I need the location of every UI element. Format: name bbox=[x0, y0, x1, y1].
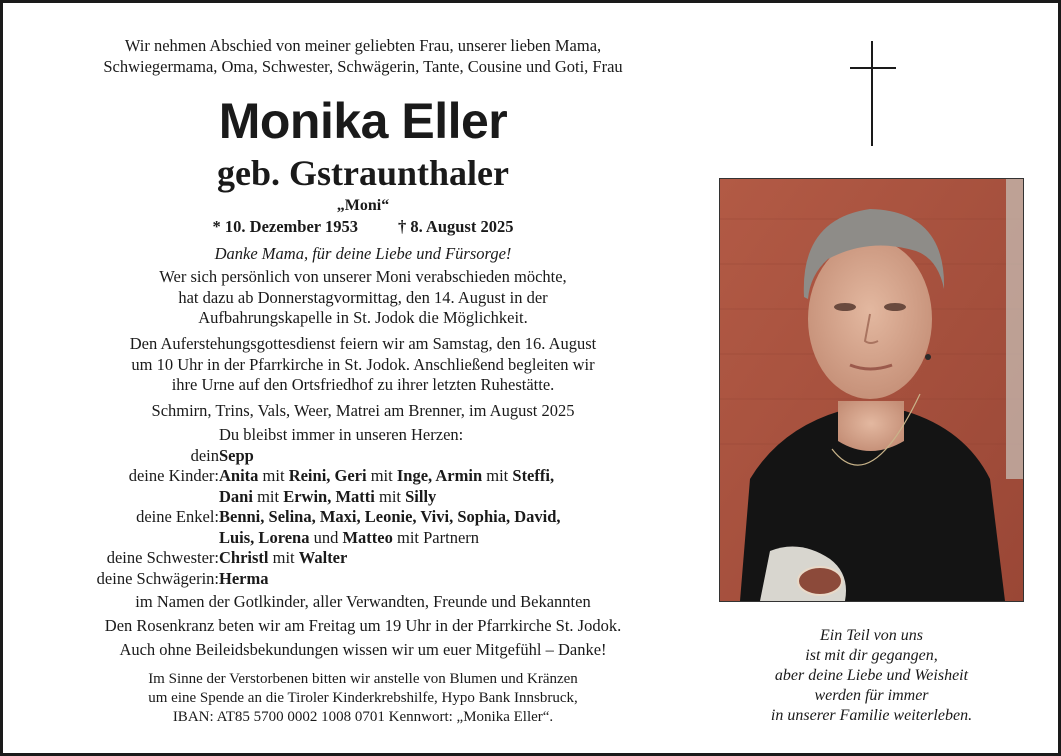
neck bbox=[838, 401, 904, 451]
family-members bbox=[219, 548, 347, 569]
family-member-name: Inge, Armin bbox=[396, 466, 483, 485]
family-heading: Du bleibst immer in unseren Herzen: bbox=[219, 425, 464, 444]
farewell-line: Wer sich persönlich von unserer Moni verabschieden möchte, bbox=[159, 267, 567, 286]
deceased-name: Monika Eller bbox=[218, 93, 508, 149]
family-relation-label: deine Schwester: bbox=[106, 548, 219, 567]
family-members bbox=[219, 528, 479, 549]
family-member-name: Luis, Lorena bbox=[219, 527, 310, 547]
family-row bbox=[43, 446, 683, 467]
family-member-name: Steffi, bbox=[512, 466, 555, 485]
birth-name: geb. Gstraunthaler bbox=[217, 153, 509, 193]
poem-line: Ein Teil von uns bbox=[820, 627, 923, 644]
funeral-line: ihre Urne auf den Ortsfriedhof zu ihrer letzten Ruhestätte. bbox=[171, 375, 555, 394]
donation-line: IBAN: AT85 5700 0002 1008 0701 Kennwort: „Monika Eller“. bbox=[172, 709, 554, 725]
family-members bbox=[219, 487, 436, 508]
donation-note bbox=[43, 670, 683, 727]
family-connector: mit bbox=[374, 486, 406, 506]
family-member-name: Matteo bbox=[342, 527, 393, 547]
birth-date: * 10. Dezember 1953 bbox=[212, 217, 358, 236]
family-members bbox=[219, 466, 554, 487]
family-member-name: Dani bbox=[219, 486, 253, 506]
place-and-date: Schmirn, Trins, Vals, Weer, Matrei am Brenner, im August 2025 bbox=[151, 401, 575, 420]
funeral-line: Den Auferstehungsgottesdienst feiern wir am Samstag, den 16. August bbox=[129, 334, 597, 353]
family-member-name: Anita bbox=[219, 466, 259, 485]
life-dates bbox=[43, 216, 683, 237]
family-relation-label: deine Enkel: bbox=[136, 507, 219, 526]
intro-line: Wir nehmen Abschied von meiner geliebten Frau, unserer lieben Mama, bbox=[124, 36, 602, 55]
family-row bbox=[43, 507, 683, 528]
family-member-name: Benni, Selina, Maxi, Leonie, Vivi, Sophia, David, bbox=[219, 507, 561, 526]
poem-line: ist mit dir gegangen, bbox=[805, 647, 938, 664]
poem-line: in unserer Familie weiterleben. bbox=[770, 707, 973, 724]
family-row bbox=[43, 569, 683, 590]
family-row bbox=[43, 487, 683, 508]
earring bbox=[925, 354, 931, 360]
poem bbox=[720, 626, 1023, 726]
family-connector: mit bbox=[252, 486, 284, 506]
portrait-photo bbox=[719, 178, 1024, 602]
nickname: „Moni“ bbox=[336, 197, 390, 214]
family-connector: mit bbox=[366, 466, 397, 485]
family-rows bbox=[43, 446, 683, 590]
portrait-illustration bbox=[720, 179, 1023, 601]
family-member-name: Erwin, Matti bbox=[283, 486, 375, 506]
family-member-name: Reini, Geri bbox=[288, 466, 367, 485]
family-member-name: Silly bbox=[405, 486, 437, 506]
funeral-paragraph bbox=[43, 334, 683, 396]
scarf-pattern bbox=[798, 567, 842, 595]
family-members bbox=[219, 446, 254, 467]
family-connector: und bbox=[309, 527, 343, 547]
family-connector: mit bbox=[268, 548, 299, 567]
farewell-line: hat dazu ab Donnerstagvormittag, den 14. August in der bbox=[178, 287, 548, 307]
intro-line: Schwiegermama, Oma, Schwester, Schwägerin, Tante, Cousine und Goti, Frau bbox=[103, 57, 623, 76]
thanks-line: Danke Mama, für deine Liebe und Fürsorge! bbox=[214, 244, 512, 263]
family-member-name: Herma bbox=[219, 568, 269, 588]
family-member-name: Sepp bbox=[219, 445, 254, 465]
family-row bbox=[43, 548, 683, 569]
poem-line: aber deine Liebe und Weisheit bbox=[774, 667, 969, 684]
donation-line: um eine Spende an die Tiroler Kinderkrebshilfe, Hypo Bank Innsbruck, bbox=[148, 690, 578, 706]
left-eye bbox=[834, 303, 856, 311]
right-eye bbox=[884, 303, 906, 311]
funeral-line: um 10 Uhr in der Pfarrkirche in St. Jodok. Anschließend begleiten wir bbox=[131, 354, 595, 374]
family-list bbox=[43, 425, 683, 589]
family-row bbox=[43, 466, 683, 487]
cross-icon bbox=[850, 41, 896, 146]
family-connector: mit Partnern bbox=[392, 527, 480, 547]
poem-line: werden für immer bbox=[814, 687, 929, 704]
family-row bbox=[43, 528, 683, 549]
family-relation-label: deine Kinder: bbox=[128, 466, 219, 485]
family-members bbox=[219, 507, 561, 528]
family-relation-label: dein bbox=[190, 445, 219, 465]
door-frame bbox=[1006, 179, 1023, 479]
donation-line: Im Sinne der Verstorbenen bitten wir anstelle von Blumen und Kränzen bbox=[148, 671, 578, 687]
intro-text bbox=[43, 35, 683, 77]
farewell-paragraph bbox=[43, 267, 683, 329]
condolence-line: Auch ohne Beileidsbekundungen wissen wir um euer Mitgefühl – Danke! bbox=[119, 640, 607, 659]
rosary-line: Den Rosenkranz beten wir am Freitag um 19 Uhr in der Pfarrkirche St. Jodok. bbox=[104, 616, 622, 635]
cross-vertical-bar bbox=[871, 41, 873, 146]
closing-lines bbox=[43, 591, 683, 663]
cross-horizontal-bar bbox=[850, 67, 896, 69]
family-relation-label: deine Schwägerin: bbox=[96, 568, 219, 588]
family-member-name: Walter bbox=[298, 548, 348, 567]
death-date: † 8. August 2025 bbox=[397, 217, 514, 236]
family-connector: mit bbox=[258, 466, 289, 485]
family-heading-row bbox=[43, 425, 683, 446]
family-connector: mit bbox=[482, 466, 513, 485]
relatives-line: im Namen der Gotlkinder, aller Verwandten, Freunde und Bekannten bbox=[135, 592, 591, 611]
farewell-line: Aufbahrungskapelle in St. Jodok die Möglichkeit. bbox=[198, 308, 528, 327]
family-member-name: Christl bbox=[219, 548, 269, 567]
family-members bbox=[219, 569, 268, 590]
